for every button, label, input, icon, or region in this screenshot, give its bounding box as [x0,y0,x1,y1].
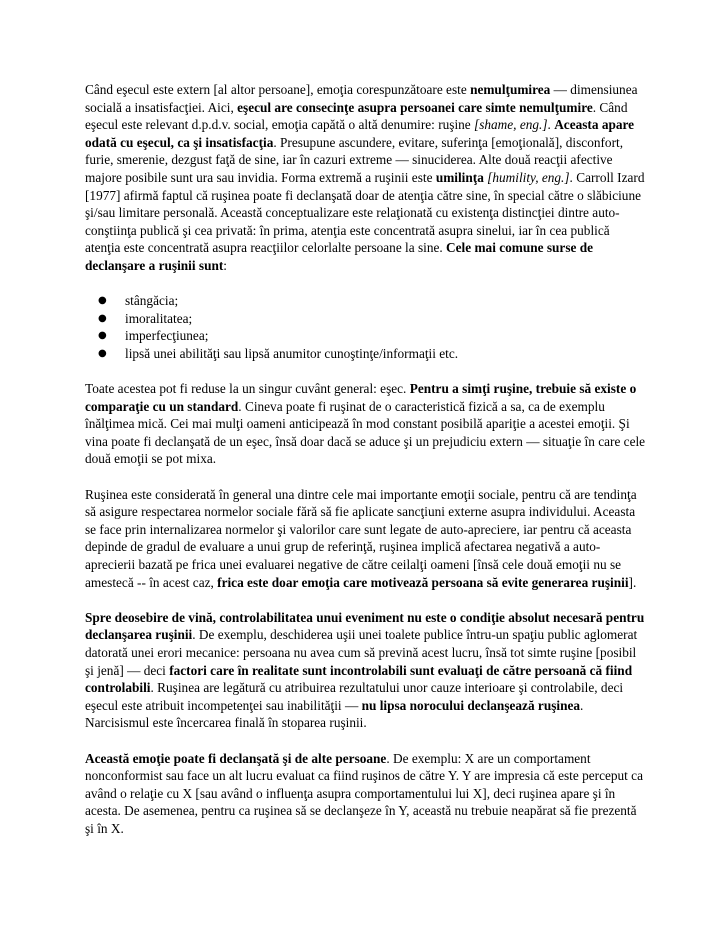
text-run: . Narcisismul este încercarea finală în stoparea ruşinii. [85,697,584,731]
bold-phrase: frica este doar emoţia care motivează persoana să evite generarea ruşinii [217,574,629,590]
italic-term: [shame, eng.] [474,117,548,133]
text-run: Toate acestea pot fi reduse la un singur cuvânt general: eşec. [85,381,410,397]
italic-term: [humility, eng.] [487,169,570,185]
list-item: ● imperfecţiunea; [125,327,647,345]
paragraph-social-emotion [85,486,647,592]
bold-phrase: Spre deosebire de vină, controlabilitatea unui eveniment nu este o condiţie absolut necesară pentru declanşarea ruşinii [85,609,645,643]
text-run: . Ruşinea are legătură cu atribuirea rezultatului unor cauze interioare şi controlabile, deci eşecul este atribuit incompetenţei sau inabilităţii — [85,680,624,713]
bold-phrase: Pentru a simţi ruşine, trebuie să existe o comparaţie cu un standard [85,381,637,414]
bold-term: nemulţumirea [470,82,551,97]
list-item: ● stângăcia; [125,292,647,310]
paragraph-shame-definition [85,81,647,275]
list-item: ● lipsă unei abilităţi sau lipsă anumitor cunoştinţe/informaţii etc. [125,345,647,363]
text-run: Când eşecul este extern [al altor persoane], emoţia corespunzătoare este [85,82,471,97]
bold-phrase: Aceasta apare odată cu eşecul, ca şi insatisfacţia [85,117,635,150]
paragraph-controllability [85,609,647,732]
text-run: . De exemplu: X are un comportament nonconformist sau face un alt lucru evaluat ca fiind ruşinos de către Y. Y are impresia că este perceput ca având o relaţie cu X [sau având o influenţa asupra comportamentului lui X], deci ruşinea apare şi în acesta. De asemenea, pentru ca ruşinea să se declanşeze în Y, această nu trebuie neapărat să fie prezentă şi în X. [85,750,643,836]
text-run: . Când eşecul este relevant d.p.d.v. social, emoţia capătă o altă denumire: ruşine [85,99,628,133]
bold-phrase: eşecul are consecinţe asupra persoanei care simte nemulţumire [237,99,593,115]
shame-sources-list [85,292,647,362]
bold-term: umilinţa [435,169,484,185]
text-run: — dimensiunea socială a insatisfacţiei. Aici, [85,82,638,115]
paragraph-triggered-by-others [85,750,647,838]
document-page [85,81,647,855]
paragraph-comparison-standard [85,380,647,468]
text-run: . Carroll Izard [1977] afirmă faptul că ruşinea poate fi declanşată doar de atenţia către sine, în special către o slăbiciune şi/sau limitare personală. Această conceptualizare este relaţionată cu existenţa distincţiei dintre auto-conştiinţa publică şi cea privată: în prima, atenţia este concentrată asupra sinelui, iar în cea publică atenţia este concentrată asupra reacţiilor celorlalte persoane la sine. [85,169,645,256]
text-run: . Cineva poate fi ruşinat de o caracteristică fizică a sa, ca de exemplu înălţimea mică. Cei mai mulţi oameni anticipează în mod constant posibilă apariţie a acestei emoţii. Şi vina poate fi declanşată de un eşec, însă doar dacă se aduce şi un prejudiciu extern — situaţie în care cele două emoţii se pot mixa. [85,398,646,467]
bold-phrase: factori care în realitate sunt incontrolabili sunt evaluaţi de către persoană că fiind controlabili [85,662,633,696]
bold-phrase: Această emoţie poate fi declanşată şi de alte persoane [85,750,387,766]
text-run: : [223,257,227,273]
text-run: Ruşinea este considerată în general una dintre cele mai importante emoţii sociale, pentru că are tendinţa să asigure respectarea normelor sociale fără să fie aplicate sancţiuni externe asupra individului. Aceasta se face prin internalizarea normelor şi valorilor care sunt legate de auto-apreciere, iar pentru că aceasta depinde de gradul de evaluare a unui grup de referinţă, ruşinea implică afectarea negativă a auto-aprecierii bazată pe frica unei evaluarei negative de către ceilalţi oameni [însă cele două emoţii nu se amestecă -- în acest caz, [85,486,637,590]
text-run: . [547,117,555,133]
text-run: ]. [628,574,637,590]
bold-phrase: Cele mai comune surse de declanşare a ruşinii sunt [85,240,594,273]
text-run: . De exemplu, deschiderea uşii unei toalete publice întru-un spaţiu public aglomerat datorată unei erori mecanice: persoana nu avea cum să prevină acest lucru, însă tot simte ruşine [posibil şi jenă] — deci [85,627,638,678]
list-item: ● imoralitatea; [125,310,647,328]
text-run: . Presupune ascundere, evitare, suferinţa [emoţională], disconfort, furie, smerenie, dezgust faţă de sine, iar în cazuri extreme — sinuciderea. Alte două reacţii afective majore posibile sunt ura sau invidia. Forma extremă a ruşinii este [85,134,624,185]
bold-phrase: nu lipsa norocului declanşează ruşinea [361,697,581,713]
